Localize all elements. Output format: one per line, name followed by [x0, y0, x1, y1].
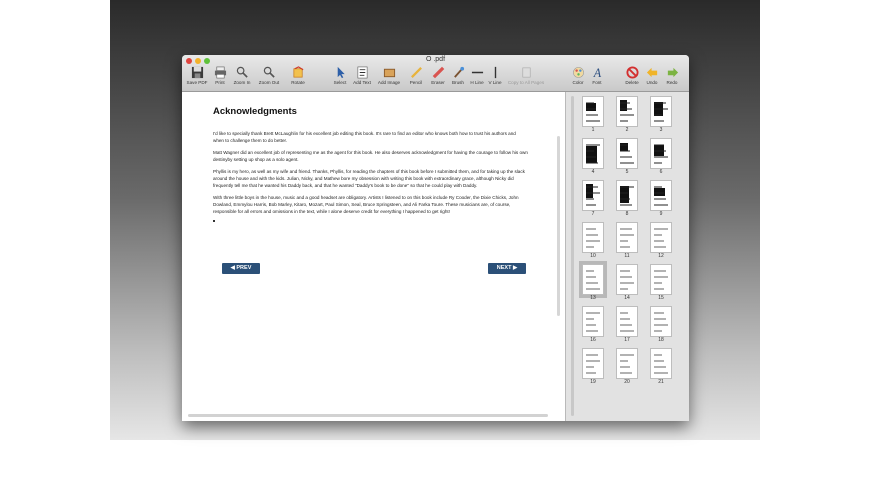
- thumbnail-line: [620, 240, 628, 242]
- v-line-label: V Line: [488, 80, 502, 85]
- thumbnail-line: [654, 246, 666, 248]
- cursor-icon: [334, 66, 347, 79]
- thumbnail-page-number: 9: [659, 211, 663, 217]
- thumbnail-line: [586, 108, 596, 110]
- page-thumbnail[interactable]: [582, 96, 604, 127]
- thumbnail-page-number: 12: [658, 253, 664, 259]
- copy-pages-icon: [520, 66, 533, 79]
- thumbnail-line: [654, 276, 668, 278]
- thumbnail-line: [654, 324, 668, 326]
- thumbnail-line: [620, 276, 632, 278]
- thumbnail-line: [620, 102, 630, 104]
- title-bar: [182, 55, 689, 92]
- pencil-icon: [410, 66, 423, 79]
- delete-label: Delete: [625, 80, 639, 85]
- vertical-scrollbar[interactable]: [557, 136, 560, 316]
- thumbnail-line: [586, 318, 594, 320]
- thumbnail-line: [620, 246, 630, 248]
- thumbnail-line: [654, 162, 662, 164]
- thumbnail-line: [654, 360, 664, 362]
- thumbnail-line: [654, 192, 664, 194]
- thumbnail-page-number: 1: [591, 127, 595, 133]
- thumbnail-page-number: 21: [658, 379, 664, 385]
- thumbnail-line: [620, 318, 630, 320]
- thumbnail-line: [654, 120, 664, 122]
- thumbnail-line: [620, 156, 632, 158]
- redo-icon: [666, 66, 679, 79]
- page-thumbnail[interactable]: [650, 264, 672, 295]
- toolbar: [182, 64, 689, 91]
- paragraph: With three little boys in the house, music and a good headset are obligatory. Artists I listened to on this book include Ry Cooder, the Dixie Chicks, John Dowland, Emmylou Harris, Bob Marley, Kitaro, Mozart, Paul Simon, Seal, Bruce Springsteen, and Ali Farka Toure. These musicians are, of course, responsible for all errors and omissions in the text, while I alone deserve credit for everything I happened to get right!: [213, 195, 519, 214]
- paragraph: Matt Wagner did an excellent job of representing me as the agent for this book. He also deserves acknowledgment for having the courage to follow his own destinyby setting up shop as a solo agent.: [213, 150, 528, 162]
- svg-text:A: A: [593, 66, 601, 79]
- thumbnail-page-number: 18: [658, 337, 664, 343]
- thumbnail-line: [586, 198, 594, 200]
- thumbnail-line: [654, 144, 664, 146]
- thumbnail-line: [586, 102, 594, 104]
- thumbnail-line: [620, 330, 634, 332]
- thumbnail-line: [654, 204, 668, 206]
- thumbnail-line: [620, 120, 628, 122]
- rotate-button[interactable]: [284, 64, 312, 85]
- rotate-label: Rotate: [291, 80, 305, 85]
- thumbnail-page-number: 20: [624, 379, 630, 385]
- thumbnail-line: [586, 162, 598, 164]
- add-text-button[interactable]: [348, 64, 376, 85]
- thumbnail-page-number: 8: [625, 211, 629, 217]
- document-page: [213, 106, 528, 222]
- thumbnail-page-number: 2: [625, 127, 629, 133]
- thumbnail-line: [620, 228, 632, 230]
- thumbnail-line: [586, 276, 596, 278]
- thumbnail-page-number: 7: [591, 211, 595, 217]
- page-thumbnail[interactable]: [616, 348, 638, 379]
- prev-label: PREV: [236, 265, 252, 271]
- thumbnail-line: [620, 186, 634, 188]
- thumbnail-line: [586, 288, 600, 290]
- brush-label: Brush: [451, 80, 464, 85]
- thumbnail-line: [586, 186, 598, 188]
- thumbnail-line: [654, 228, 668, 230]
- thumbnail-line: [620, 144, 628, 146]
- copy-to-all-pages-label: Copy to All Pages: [507, 80, 545, 85]
- thumbnail-line: [654, 240, 664, 242]
- h-line-label: H Line: [470, 80, 484, 85]
- add-text-icon: [356, 66, 369, 79]
- thumbnail-line: [620, 354, 634, 356]
- print-icon: [214, 66, 227, 79]
- zoom-out-label: Zoom Out: [258, 80, 280, 85]
- thumbnail-page-number: 5: [625, 169, 629, 175]
- page-thumbnail[interactable]: [582, 180, 604, 211]
- zoom-in-icon: [236, 66, 249, 79]
- thumbnail-line: [586, 228, 596, 230]
- color-label: Color: [572, 80, 584, 85]
- font-button[interactable]: [583, 64, 611, 85]
- sidebar-scrollbar[interactable]: [571, 96, 574, 416]
- thumbnail-line: [586, 270, 594, 272]
- thumbnail-line: [620, 270, 630, 272]
- thumbnail-line: [620, 312, 628, 314]
- thumbnail-page-number: 3: [659, 127, 663, 133]
- bullet-mark: [213, 220, 215, 222]
- eraser-label: Eraser: [431, 80, 445, 85]
- save-icon: [191, 66, 204, 79]
- thumbnail-line: [654, 312, 664, 314]
- thumbnail-line: [586, 330, 598, 332]
- thumbnail-line: [586, 114, 598, 116]
- page-thumbnail[interactable]: [582, 264, 604, 295]
- thumbnail-line: [654, 330, 662, 332]
- redo-label: Redo: [666, 80, 678, 85]
- save-pdf-label: Save PDF: [186, 80, 208, 85]
- add-image-button[interactable]: [375, 64, 403, 85]
- next-button[interactable]: [488, 263, 526, 274]
- thumbnail-page-number: 15: [658, 295, 664, 301]
- next-label: NEXT: [496, 265, 512, 271]
- thumbnail-page-number: 14: [624, 295, 630, 301]
- thumbnail-line: [620, 366, 630, 368]
- thumbnail-line: [620, 360, 628, 362]
- page-thumbnail[interactable]: [616, 180, 638, 211]
- thumbnail-sidebar: [566, 92, 689, 421]
- thumbnail-line: [654, 186, 662, 188]
- zoom-in-label: Zoom In: [233, 80, 251, 85]
- thumbnail-line: [586, 240, 600, 242]
- thumbnail-page-number: 13: [590, 295, 596, 301]
- thumbnail-line: [586, 312, 600, 314]
- page-thumbnail[interactable]: [582, 306, 604, 337]
- thumbnail-page-number: 19: [590, 379, 596, 385]
- thumbnail-line: [654, 234, 662, 236]
- page-thumbnail[interactable]: [616, 306, 638, 337]
- thumbnail-line: [586, 192, 600, 194]
- thumbnail-line: [620, 192, 628, 194]
- app-window: [182, 55, 689, 421]
- eraser-icon: [432, 66, 445, 79]
- thumbnail-line: [654, 108, 668, 110]
- add-image-label: Add Image: [377, 80, 401, 85]
- zoom-out-icon: [263, 66, 276, 79]
- thumbnail-line: [620, 162, 634, 164]
- page-thumbnail[interactable]: [582, 348, 604, 379]
- thumbnail-page-number: 16: [590, 337, 596, 343]
- thumbnail-line: [654, 114, 662, 116]
- thumbnail-line: [620, 372, 632, 374]
- rotate-icon: [292, 66, 305, 79]
- page-thumbnail[interactable]: [650, 96, 672, 127]
- page-thumbnail[interactable]: [616, 222, 638, 253]
- copy-to-all-pages-button[interactable]: [504, 64, 548, 85]
- page-thumbnail[interactable]: [650, 222, 672, 253]
- thumbnail-line: [586, 246, 594, 248]
- paragraph: Phyllis is my hero, as well as my wife and friend. Thanks, Phyllis, for reading the chapters of this book before I submitted them, and for taking up the slack around the house and with the kids. Julian, Nicky, and Mathew bore my obsession with writing this book with extraordinary grace, although Nicky did frequently tell me that he wanted his Daddy back, and that he wanted "Daddy's book to be done" so that he could play with Daddy.: [213, 169, 525, 188]
- thumbnail-line: [586, 234, 598, 236]
- prev-arrow-icon: ◀: [230, 265, 237, 271]
- thumbnail-content: [620, 186, 629, 203]
- thumbnail-line: [654, 156, 668, 158]
- thumbnail-line: [620, 108, 632, 110]
- zoom-out-button[interactable]: [255, 64, 283, 85]
- page-thumbnail[interactable]: [650, 138, 672, 169]
- thumbnail-line: [620, 282, 634, 284]
- thumbnail-line: [654, 366, 666, 368]
- font-label: Font: [592, 80, 602, 85]
- prev-button[interactable]: [222, 263, 260, 274]
- select-label: Select: [333, 80, 347, 85]
- page-title: Acknowledgments: [213, 106, 297, 117]
- thumbnail-line: [586, 120, 600, 122]
- thumbnail-line: [586, 360, 600, 362]
- thumbnail-line: [620, 198, 630, 200]
- page-thumbnail[interactable]: [616, 96, 638, 127]
- thumbnail-line: [620, 324, 632, 326]
- thumbnail-line: [654, 270, 666, 272]
- thumbnail-line: [620, 114, 634, 116]
- next-arrow-icon: ▶: [511, 265, 518, 271]
- redo-button[interactable]: [658, 64, 686, 85]
- pencil-label: Pencil: [409, 80, 423, 85]
- zoom-in-button[interactable]: [228, 64, 256, 85]
- thumbnail-line: [586, 324, 596, 326]
- thumbnail-line: [586, 144, 600, 146]
- thumbnail-line: [586, 354, 598, 356]
- thumbnail-line: [586, 150, 594, 152]
- thumbnail-line: [620, 288, 628, 290]
- thumbnail-line: [654, 372, 668, 374]
- window-title: O .pdf: [425, 56, 446, 63]
- page-thumbnail[interactable]: [616, 264, 638, 295]
- thumbnail-line: [654, 198, 666, 200]
- thumbnail-page-number: 4: [591, 169, 595, 175]
- thumbnail-line: [620, 204, 632, 206]
- horizontal-scrollbar[interactable]: [188, 414, 548, 417]
- thumbnail-line: [586, 156, 596, 158]
- thumbnail-line: [654, 282, 662, 284]
- thumbnail-line: [620, 234, 634, 236]
- page-thumbnail[interactable]: [650, 348, 672, 379]
- page-thumbnail[interactable]: [582, 138, 604, 169]
- page-thumbnail[interactable]: [582, 222, 604, 253]
- print-label: Print: [215, 80, 225, 85]
- thumbnail-content: [586, 146, 597, 163]
- thumbnail-line: [654, 354, 662, 356]
- paragraph: I'd like to specially thank Brett McLaughlin for his excellent job editing this book. It's rare to find an editor who knows both how to trust his authors and when to challenge them to do better.: [213, 131, 516, 143]
- thumbnail-line: [654, 102, 666, 104]
- font-icon: [591, 66, 604, 79]
- thumbnail-line: [620, 150, 630, 152]
- v-line-icon: [489, 66, 502, 79]
- thumbnail-line: [586, 372, 596, 374]
- delete-icon: [626, 66, 639, 79]
- thumbnail-line: [654, 288, 664, 290]
- undo-icon: [646, 66, 659, 79]
- thumbnail-content: [586, 103, 596, 111]
- thumbnail-page-number: 6: [659, 169, 663, 175]
- thumbnail-page-number: 17: [624, 337, 630, 343]
- page-thumbnail[interactable]: [650, 306, 672, 337]
- page-thumbnail[interactable]: [616, 138, 638, 169]
- undo-label: Undo: [646, 80, 658, 85]
- thumbnail-page-number: 11: [624, 253, 630, 259]
- thumbnail-page-number: 10: [590, 253, 596, 259]
- thumbnail-line: [586, 204, 596, 206]
- document-view[interactable]: [182, 92, 566, 421]
- add-image-icon: [383, 66, 396, 79]
- thumbnail-line: [586, 366, 594, 368]
- thumbnail-line: [654, 318, 666, 320]
- thumbnail-line: [586, 282, 598, 284]
- thumbnail-line: [654, 150, 666, 152]
- page-thumbnail[interactable]: [650, 180, 672, 211]
- add-text-label: Add Text: [353, 80, 371, 85]
